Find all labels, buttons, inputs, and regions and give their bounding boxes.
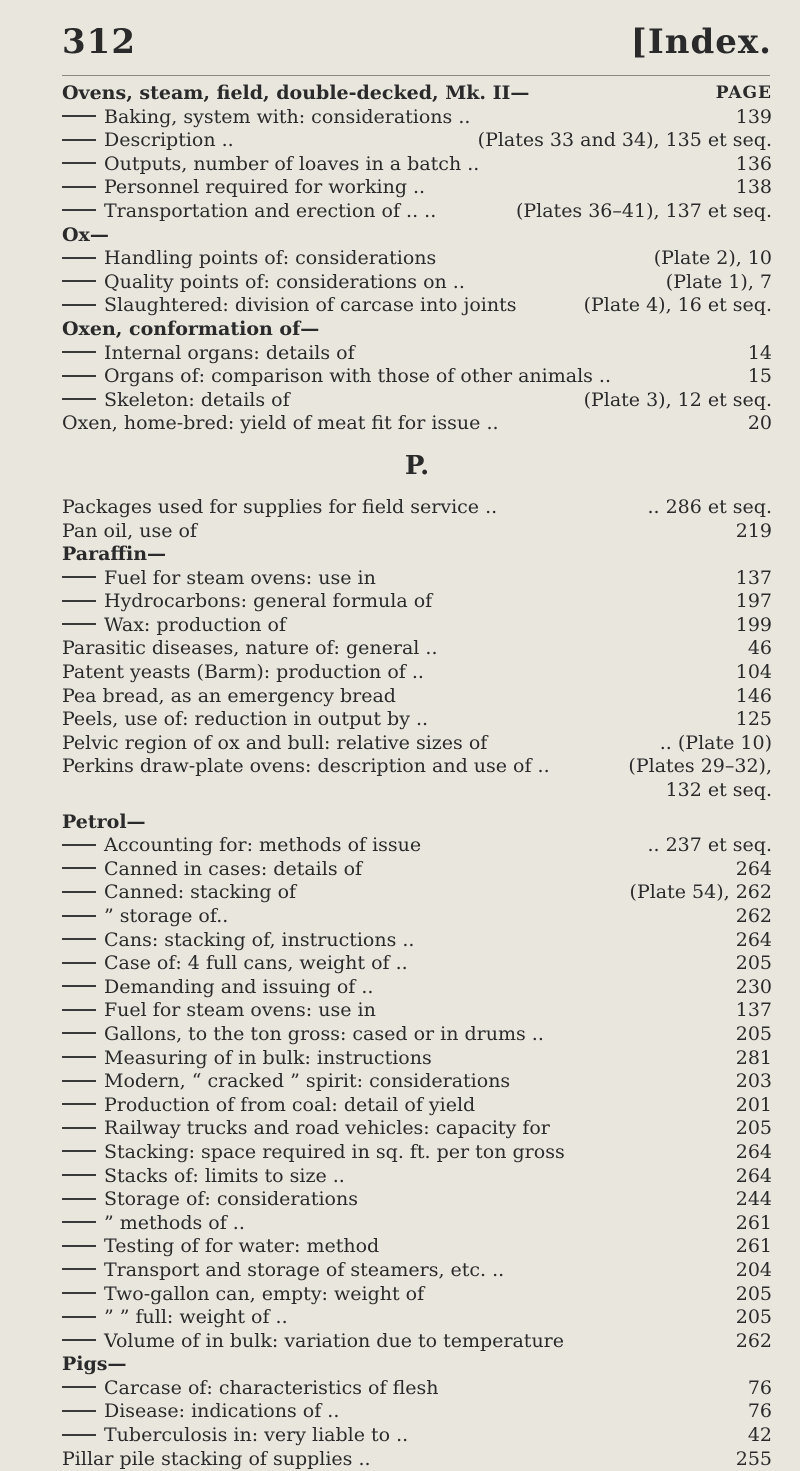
index-subentry bbox=[62, 1330, 772, 1354]
entry-label: Description .. bbox=[104, 129, 234, 152]
entry-label: Patent yeasts (Barm): production of .. bbox=[62, 661, 424, 684]
page-reference: (Plate 2), 10 bbox=[648, 247, 772, 271]
page-reference: 205 bbox=[730, 1283, 772, 1307]
index-subentry bbox=[62, 1259, 772, 1283]
ditto-dash bbox=[62, 844, 96, 846]
entry-label: Fuel for steam ovens: use in bbox=[104, 566, 376, 589]
index-subentry bbox=[62, 389, 772, 413]
entry-label: Pea bread, as an emergency bread bbox=[62, 684, 396, 707]
index-subentry bbox=[62, 342, 772, 366]
entry-label: Skeleton: details of bbox=[104, 388, 290, 411]
page-reference: 261 bbox=[730, 1235, 772, 1259]
ditto-dash bbox=[62, 915, 96, 917]
page-reference: 264 bbox=[730, 1165, 772, 1189]
index-subentry bbox=[62, 153, 772, 177]
entry-text bbox=[62, 858, 362, 882]
page-reference: 255 bbox=[730, 1448, 772, 1471]
page-reference: 139 bbox=[730, 106, 772, 130]
page-reference: .. 237 et seq. bbox=[641, 834, 772, 858]
page-reference: 146 bbox=[730, 685, 772, 709]
entry-label: Measuring of in bulk: instructions bbox=[104, 1046, 432, 1069]
ditto-dash bbox=[62, 1268, 96, 1270]
ditto-dash bbox=[62, 1339, 96, 1341]
entry-text bbox=[62, 82, 529, 106]
entry-text bbox=[62, 1188, 358, 1212]
entry-text bbox=[62, 520, 197, 544]
entry-label: Handling points of: considerations bbox=[104, 247, 437, 270]
entry-text bbox=[62, 247, 436, 271]
index-subentry bbox=[62, 1070, 772, 1094]
index-entry bbox=[62, 661, 772, 685]
ditto-dash bbox=[62, 398, 96, 400]
entry-text bbox=[62, 661, 424, 685]
page-reference: (Plate 4), 16 et seq. bbox=[578, 294, 772, 318]
index-subentry bbox=[62, 952, 772, 976]
entry-text bbox=[62, 1306, 288, 1330]
page-reference: (Plate 1), 7 bbox=[660, 271, 772, 295]
entry-text bbox=[62, 1047, 432, 1071]
page-reference: (Plates 33 and 34), 135 et seq. bbox=[472, 129, 772, 153]
entry-text bbox=[62, 637, 437, 661]
ditto-dash bbox=[62, 1056, 96, 1058]
entry-text bbox=[62, 1235, 379, 1259]
index-subentry bbox=[62, 1306, 772, 1330]
entry-text bbox=[62, 1353, 127, 1377]
entry-label: Accounting for: methods of issue bbox=[104, 834, 422, 857]
index-subentry bbox=[62, 858, 772, 882]
index-subentry bbox=[62, 129, 772, 153]
page-reference: 205 bbox=[730, 1117, 772, 1141]
index-entry bbox=[62, 412, 772, 436]
entry-label: Personnel required for working .. bbox=[104, 176, 426, 199]
index-entry bbox=[62, 755, 772, 779]
index-subentry bbox=[62, 1141, 772, 1165]
ditto-dash bbox=[62, 985, 96, 987]
ditto-dash bbox=[62, 1410, 96, 1412]
ditto-dash bbox=[62, 623, 96, 625]
entry-text bbox=[62, 1259, 504, 1283]
entry-text bbox=[62, 755, 550, 779]
entry-label: Demanding and issuing of .. bbox=[104, 975, 374, 998]
page-reference: 76 bbox=[742, 1400, 772, 1424]
entry-text bbox=[62, 106, 470, 130]
entry-label: Two-gallon can, empty: weight of bbox=[104, 1282, 425, 1305]
entry-text bbox=[62, 1330, 564, 1354]
page-reference: 264 bbox=[730, 858, 772, 882]
entry-label: Hydrocarbons: general formula of bbox=[104, 590, 433, 613]
page-reference: 205 bbox=[730, 952, 772, 976]
page-reference: 281 bbox=[730, 1047, 772, 1071]
page-reference: 104 bbox=[730, 661, 772, 685]
page-reference: (Plate 54), 262 bbox=[624, 881, 772, 905]
entry-label: ” ” full: weight of .. bbox=[104, 1306, 288, 1329]
index-subentry bbox=[62, 271, 772, 295]
page-reference: (Plates 36–41), 137 et seq. bbox=[510, 200, 772, 224]
page-reference: 205 bbox=[730, 1306, 772, 1330]
ditto-dash bbox=[62, 1292, 96, 1294]
index-content bbox=[62, 82, 772, 1471]
page-reference: 199 bbox=[730, 614, 772, 638]
index-subentry bbox=[62, 1188, 772, 1212]
entry-text bbox=[62, 590, 432, 614]
entry-label: Canned: stacking of bbox=[104, 881, 297, 904]
index-continuation bbox=[62, 779, 772, 803]
page-reference: 244 bbox=[730, 1188, 772, 1212]
ditto-dash bbox=[62, 1174, 96, 1176]
index-subentry bbox=[62, 881, 772, 905]
entry-label: Stacks of: limits to size .. bbox=[104, 1164, 345, 1187]
ditto-dash bbox=[62, 351, 96, 353]
index-subentry bbox=[62, 1283, 772, 1307]
ditto-dash bbox=[62, 867, 96, 869]
index-subentry bbox=[62, 1094, 772, 1118]
entry-label: Stacking: space required in sq. ft. per ton gross bbox=[104, 1140, 565, 1163]
entry-label: Carcase of: characteristics of flesh bbox=[104, 1376, 439, 1399]
entry-label: Modern, “ cracked ” spirit: considerations bbox=[104, 1070, 511, 1093]
index-entry bbox=[62, 496, 772, 520]
index-entry bbox=[62, 811, 772, 835]
entry-text bbox=[62, 200, 436, 224]
entry-label: Oxen, conformation of— bbox=[62, 317, 320, 340]
entry-text bbox=[62, 834, 421, 858]
section-letter: P. bbox=[404, 450, 430, 481]
ditto-dash bbox=[62, 1032, 96, 1034]
entry-label: Production of from coal: detail of yield bbox=[104, 1093, 476, 1116]
entry-text bbox=[62, 881, 296, 905]
ditto-dash bbox=[62, 1316, 96, 1318]
index-entry bbox=[62, 224, 772, 248]
entry-label: Transport and storage of steamers, etc. .. bbox=[104, 1258, 505, 1281]
entry-label: Case of: 4 full cans, weight of .. bbox=[104, 952, 408, 975]
ditto-dash bbox=[62, 891, 96, 893]
page-column-label: PAGE bbox=[715, 83, 772, 103]
entry-label: Fuel for steam ovens: use in bbox=[104, 999, 376, 1022]
index-subentry bbox=[62, 905, 772, 929]
entry-label: Oxen, home-bred: yield of meat fit for issue .. bbox=[62, 412, 499, 435]
page-reference: 204 bbox=[730, 1259, 772, 1283]
index-subentry bbox=[62, 106, 772, 130]
page-reference: .. 286 et seq. bbox=[641, 496, 772, 520]
ditto-dash bbox=[62, 209, 96, 211]
index-subentry bbox=[62, 1424, 772, 1448]
ditto-dash bbox=[62, 600, 96, 602]
index-subentry bbox=[62, 929, 772, 953]
entry-label: Cans: stacking of, instructions .. bbox=[104, 928, 415, 951]
index-entry bbox=[62, 1353, 772, 1377]
entry-label: Pan oil, use of bbox=[62, 519, 197, 542]
page-reference: (Plates 29–32), bbox=[622, 755, 772, 779]
index-subentry bbox=[62, 200, 772, 224]
index-subentry bbox=[62, 614, 772, 638]
index-subentry bbox=[62, 567, 772, 591]
page-reference: 14 bbox=[742, 342, 772, 366]
ditto-dash bbox=[62, 938, 96, 940]
entry-text bbox=[62, 811, 146, 835]
entry-label: Ox— bbox=[62, 223, 109, 246]
entry-label: Tuberculosis in: very liable to .. bbox=[104, 1424, 409, 1447]
entry-text bbox=[62, 952, 408, 976]
entry-label: Railway trucks and road vehicles: capacity for bbox=[104, 1117, 550, 1140]
page-reference: 261 bbox=[730, 1212, 772, 1236]
entry-text bbox=[62, 999, 376, 1023]
page-reference: 201 bbox=[730, 1094, 772, 1118]
entry-text bbox=[62, 271, 465, 295]
entry-label: Packages used for supplies for field service .. bbox=[62, 495, 498, 518]
ditto-dash bbox=[62, 1386, 96, 1388]
entry-label: Parasitic diseases, nature of: general .. bbox=[62, 637, 438, 660]
page-reference: 138 bbox=[730, 176, 772, 200]
index-subentry bbox=[62, 1023, 772, 1047]
page-reference: (Plate 3), 12 et seq. bbox=[578, 389, 772, 413]
index-entry bbox=[62, 685, 772, 709]
page-number: 312 bbox=[62, 22, 136, 62]
page-reference: 15 bbox=[742, 365, 772, 389]
entry-label: Pigs— bbox=[62, 1353, 127, 1376]
page-reference: 136 bbox=[730, 153, 772, 177]
entry-label: Pillar pile stacking of supplies .. bbox=[62, 1447, 371, 1470]
entry-text bbox=[62, 1212, 245, 1236]
index-entry bbox=[62, 1448, 772, 1471]
entry-text bbox=[62, 1023, 544, 1047]
index-subentry bbox=[62, 1047, 772, 1071]
index-entry bbox=[62, 318, 772, 342]
entry-label: ” methods of .. bbox=[104, 1211, 245, 1234]
index-entry bbox=[62, 543, 772, 567]
page-reference: 76 bbox=[742, 1377, 772, 1401]
running-title: [Index. bbox=[630, 22, 772, 62]
index-subentry bbox=[62, 999, 772, 1023]
index-subentry bbox=[62, 834, 772, 858]
entry-text bbox=[62, 496, 497, 520]
entry-label: Canned in cases: details of bbox=[104, 857, 363, 880]
ditto-dash bbox=[62, 162, 96, 164]
entry-text bbox=[62, 365, 611, 389]
entry-label: Paraffin— bbox=[62, 543, 167, 566]
entry-label: Pelvic region of ox and bull: relative sizes of bbox=[62, 731, 488, 754]
entry-text bbox=[62, 1400, 339, 1424]
ditto-dash bbox=[62, 186, 96, 188]
entry-text bbox=[62, 1070, 510, 1094]
entry-text bbox=[62, 732, 487, 756]
entry-text bbox=[62, 1424, 408, 1448]
ditto-dash bbox=[62, 1221, 96, 1223]
ditto-dash bbox=[62, 962, 96, 964]
entry-text bbox=[62, 153, 479, 177]
ditto-dash bbox=[62, 304, 96, 306]
entry-label: ” storage of.. bbox=[104, 905, 229, 927]
ditto-dash bbox=[62, 257, 96, 259]
page-reference: 132 et seq. bbox=[660, 779, 772, 803]
ditto-dash bbox=[62, 1009, 96, 1011]
index-subentry bbox=[62, 294, 772, 318]
entry-label: Baking, system with: considerations .. bbox=[104, 105, 471, 128]
page-reference: 42 bbox=[742, 1424, 772, 1448]
ditto-dash bbox=[62, 375, 96, 377]
entry-text bbox=[62, 1141, 565, 1165]
entry-label: Slaughtered: division of carcase into joints bbox=[104, 294, 517, 317]
ditto-dash bbox=[62, 1150, 96, 1152]
index-subentry bbox=[62, 1377, 772, 1401]
ditto-dash bbox=[62, 1127, 96, 1129]
entry-text bbox=[62, 389, 290, 413]
index-subentry bbox=[62, 247, 772, 271]
entry-text bbox=[62, 318, 319, 342]
ditto-dash bbox=[62, 280, 96, 282]
page-reference: 230 bbox=[730, 976, 772, 1000]
index-subentry bbox=[62, 1212, 772, 1236]
ditto-dash bbox=[62, 115, 96, 117]
ditto-dash bbox=[62, 1080, 96, 1082]
entry-text bbox=[62, 1448, 371, 1471]
entry-label: Storage of: considerations bbox=[104, 1188, 358, 1211]
entry-text bbox=[62, 685, 396, 709]
index-entry bbox=[62, 637, 772, 661]
ditto-dash bbox=[62, 1434, 96, 1436]
index-subentry bbox=[62, 365, 772, 389]
page-reference: 262 bbox=[730, 1330, 772, 1354]
entry-text bbox=[62, 708, 428, 732]
page-reference: 125 bbox=[730, 708, 772, 732]
page-reference: 203 bbox=[730, 1070, 772, 1094]
page-reference: 219 bbox=[730, 520, 772, 544]
index-entry bbox=[62, 708, 772, 732]
index-subentry bbox=[62, 1165, 772, 1189]
entry-text bbox=[62, 543, 166, 567]
entry-text bbox=[62, 176, 425, 200]
entry-text bbox=[62, 1094, 475, 1118]
entry-text bbox=[62, 342, 355, 366]
entry-text bbox=[62, 1117, 550, 1141]
entry-label: Transportation and erection of .. .. bbox=[104, 199, 437, 222]
entry-text bbox=[62, 905, 228, 929]
index-entry bbox=[62, 732, 772, 756]
entry-label: Testing of for water: method bbox=[104, 1235, 380, 1258]
entry-label: Organs of: comparison with those of other animals .. bbox=[104, 365, 612, 388]
page-reference: 264 bbox=[730, 1141, 772, 1165]
entry-label: Volume of in bulk: variation due to temperature bbox=[104, 1329, 565, 1352]
ditto-dash bbox=[62, 1245, 96, 1247]
page-reference: 262 bbox=[730, 905, 772, 929]
page-reference: 197 bbox=[730, 590, 772, 614]
entry-label: Internal organs: details of bbox=[104, 341, 355, 364]
ditto-dash bbox=[62, 1198, 96, 1200]
entry-label: Peels, use of: reduction in output by .. bbox=[62, 708, 429, 731]
index-entry bbox=[62, 82, 772, 106]
entry-text bbox=[62, 929, 414, 953]
page-reference: 137 bbox=[730, 999, 772, 1023]
entry-text bbox=[62, 412, 499, 436]
index-entry bbox=[62, 520, 772, 544]
index-subentry bbox=[62, 1235, 772, 1259]
spacer bbox=[62, 803, 772, 811]
entry-text bbox=[62, 614, 286, 638]
ditto-dash bbox=[62, 1103, 96, 1105]
entry-label: Perkins draw-plate ovens: description and use of .. bbox=[62, 755, 550, 778]
entry-text bbox=[62, 224, 109, 248]
index-subentry bbox=[62, 176, 772, 200]
entry-text bbox=[62, 567, 376, 591]
entry-label: Outputs, number of loaves in a batch .. bbox=[104, 152, 480, 175]
entry-text bbox=[62, 1377, 438, 1401]
entry-text bbox=[62, 1165, 345, 1189]
ditto-dash bbox=[62, 139, 96, 141]
entry-label: Wax: production of bbox=[104, 613, 286, 636]
entry-text bbox=[62, 976, 373, 1000]
index-subentry bbox=[62, 976, 772, 1000]
ditto-dash bbox=[62, 576, 96, 578]
page-header bbox=[62, 22, 772, 70]
entry-label: Gallons, to the ton gross: cased or in drums .. bbox=[104, 1022, 544, 1045]
index-subentry bbox=[62, 1117, 772, 1141]
entry-text bbox=[62, 129, 234, 153]
page-reference: 20 bbox=[742, 412, 772, 436]
entry-label: Ovens, steam, field, double-decked, Mk. II— bbox=[62, 82, 530, 104]
page-reference: 205 bbox=[730, 1023, 772, 1047]
entry-text bbox=[62, 1283, 424, 1307]
page-reference: 46 bbox=[742, 637, 772, 661]
index-subentry bbox=[62, 1400, 772, 1424]
page-reference: 264 bbox=[730, 929, 772, 953]
entry-text bbox=[62, 294, 516, 318]
header-rule bbox=[62, 75, 770, 76]
entry-label: Petrol— bbox=[62, 810, 146, 833]
page-reference: .. (Plate 10) bbox=[654, 732, 772, 756]
entry-label: Quality points of: considerations on .. bbox=[104, 270, 465, 293]
entry-label: Disease: indications of .. bbox=[104, 1400, 340, 1423]
page-reference: 137 bbox=[730, 567, 772, 591]
index-subentry bbox=[62, 590, 772, 614]
